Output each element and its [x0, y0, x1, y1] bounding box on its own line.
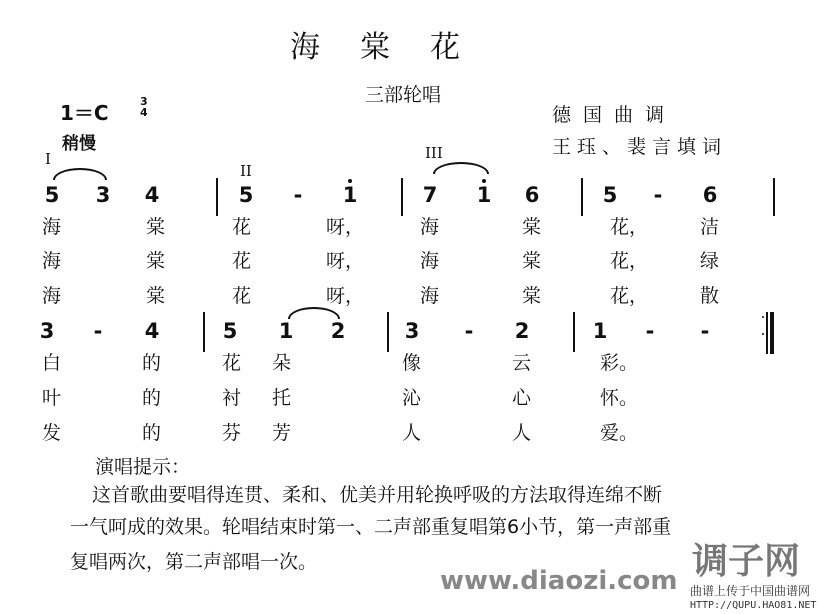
- lyric: 衬: [222, 387, 242, 409]
- lyric: 海: [420, 216, 440, 238]
- octave-dot: [348, 179, 352, 183]
- lyric: 呀，: [326, 250, 365, 272]
- lyric: 海: [42, 216, 62, 238]
- octave-dot: [482, 179, 486, 183]
- lyric: 朵: [272, 352, 292, 374]
- barline: [401, 178, 403, 216]
- note: 6: [702, 183, 718, 207]
- time-top: 3: [140, 95, 148, 108]
- barline: [773, 178, 775, 216]
- lyric: 海: [42, 250, 62, 272]
- source-note: 曲谱上传于中国曲谱网: [690, 584, 811, 598]
- lyric: 花: [222, 352, 242, 374]
- part-marker-3: III: [425, 144, 443, 162]
- lyric: 的: [142, 387, 162, 409]
- note: -: [293, 183, 303, 207]
- source-url: HTTP://QUPU.HAO81.NET: [690, 600, 817, 611]
- note: 5: [222, 319, 238, 343]
- lyric: 像: [402, 352, 422, 374]
- barline: [216, 178, 218, 216]
- lyric: 怀。: [600, 387, 639, 409]
- note: 3: [39, 319, 55, 343]
- watermark-url: www.diaozi.com: [440, 566, 678, 596]
- composer: 德国曲调: [552, 104, 677, 126]
- slur: [53, 168, 107, 180]
- lyric: 海: [420, 285, 440, 307]
- note: 6: [524, 183, 540, 207]
- hint-title: 演唱提示：: [95, 456, 191, 478]
- part-marker-1: I: [45, 150, 51, 168]
- lyric: 棠: [522, 285, 542, 307]
- lyric: 棠: [146, 250, 166, 272]
- lyric: 绿: [700, 250, 720, 272]
- note: 5: [602, 183, 618, 207]
- note: 5: [44, 183, 60, 207]
- time-signature: [140, 96, 148, 118]
- key-signature: 1＝C: [60, 101, 109, 125]
- lyric: 叶: [42, 387, 62, 409]
- lyric: 的: [142, 422, 162, 444]
- end-barline-thick: [770, 312, 774, 354]
- lyric: 芬: [222, 422, 242, 444]
- lyric: 彩。: [600, 352, 639, 374]
- song-title: 海棠花: [290, 30, 500, 65]
- lyric: 人: [512, 422, 532, 444]
- time-bottom: 4: [140, 106, 148, 119]
- slur: [433, 162, 489, 174]
- lyric: 呀，: [326, 216, 365, 238]
- subtitle: 三部轮唱: [365, 84, 442, 106]
- note: 3: [95, 183, 111, 207]
- lyric: 爱。: [600, 422, 639, 444]
- lyric: 花，: [610, 285, 649, 307]
- lyric: 花: [232, 216, 252, 238]
- barline: [387, 312, 389, 352]
- lyric: 棠: [146, 285, 166, 307]
- hint-line: 复唱两次，第二声部唱一次。: [70, 551, 318, 573]
- hint-line: 一气呵成的效果。轮唱结束时第一、二声部重复唱第6小节，第一声部重: [70, 516, 672, 538]
- lyric: 花: [232, 285, 252, 307]
- slur: [288, 307, 340, 319]
- note: 7: [422, 183, 438, 207]
- repeat-dot: [762, 333, 764, 335]
- note: 3: [404, 319, 420, 343]
- note: 4: [144, 319, 160, 343]
- lyric: 棠: [522, 250, 542, 272]
- lyric: 呀，: [326, 285, 365, 307]
- lyric: 海: [420, 250, 440, 272]
- note: 2: [330, 319, 346, 343]
- note: 1: [592, 319, 608, 343]
- lyric: 散: [700, 285, 720, 307]
- tempo-marking: 稍慢: [62, 134, 96, 154]
- lyric: 人: [402, 422, 422, 444]
- lyric: 海: [42, 285, 62, 307]
- lyric: 花: [232, 250, 252, 272]
- lyric: 托: [272, 387, 292, 409]
- watermark-logo: 调子网: [692, 541, 801, 582]
- part-marker-2: II: [240, 162, 252, 180]
- lyric: 花，: [610, 216, 649, 238]
- note: -: [464, 319, 474, 343]
- note: 2: [514, 319, 530, 343]
- lyric: 发: [42, 422, 62, 444]
- lyric: 棠: [146, 216, 166, 238]
- lyric: 的: [142, 352, 162, 374]
- barline: [573, 312, 575, 352]
- barline: [203, 312, 205, 352]
- note: 5: [238, 183, 254, 207]
- lyric: 洁: [700, 216, 720, 238]
- note: -: [93, 319, 103, 343]
- lyric: 沁: [402, 387, 422, 409]
- note: -: [645, 319, 655, 343]
- lyric: 白: [42, 352, 62, 374]
- note: -: [653, 183, 663, 207]
- lyric: 云: [512, 352, 532, 374]
- barline: [581, 178, 583, 216]
- note: -: [700, 319, 710, 343]
- lyric: 芳: [272, 422, 292, 444]
- hint-line: 这首歌曲要唱得连贯、柔和、优美并用轮换呼吸的方法取得连绵不断: [92, 484, 663, 506]
- note: 1: [340, 183, 360, 207]
- lyric: 心: [512, 387, 532, 409]
- note: 1: [474, 183, 494, 207]
- lyric: 棠: [522, 216, 542, 238]
- note: 1: [278, 319, 294, 343]
- lyricist: 王珏、裴言填词: [552, 136, 728, 158]
- repeat-dot: [762, 316, 764, 318]
- end-barline-thin: [766, 312, 768, 354]
- lyric: 花，: [610, 250, 649, 272]
- note: 4: [144, 183, 160, 207]
